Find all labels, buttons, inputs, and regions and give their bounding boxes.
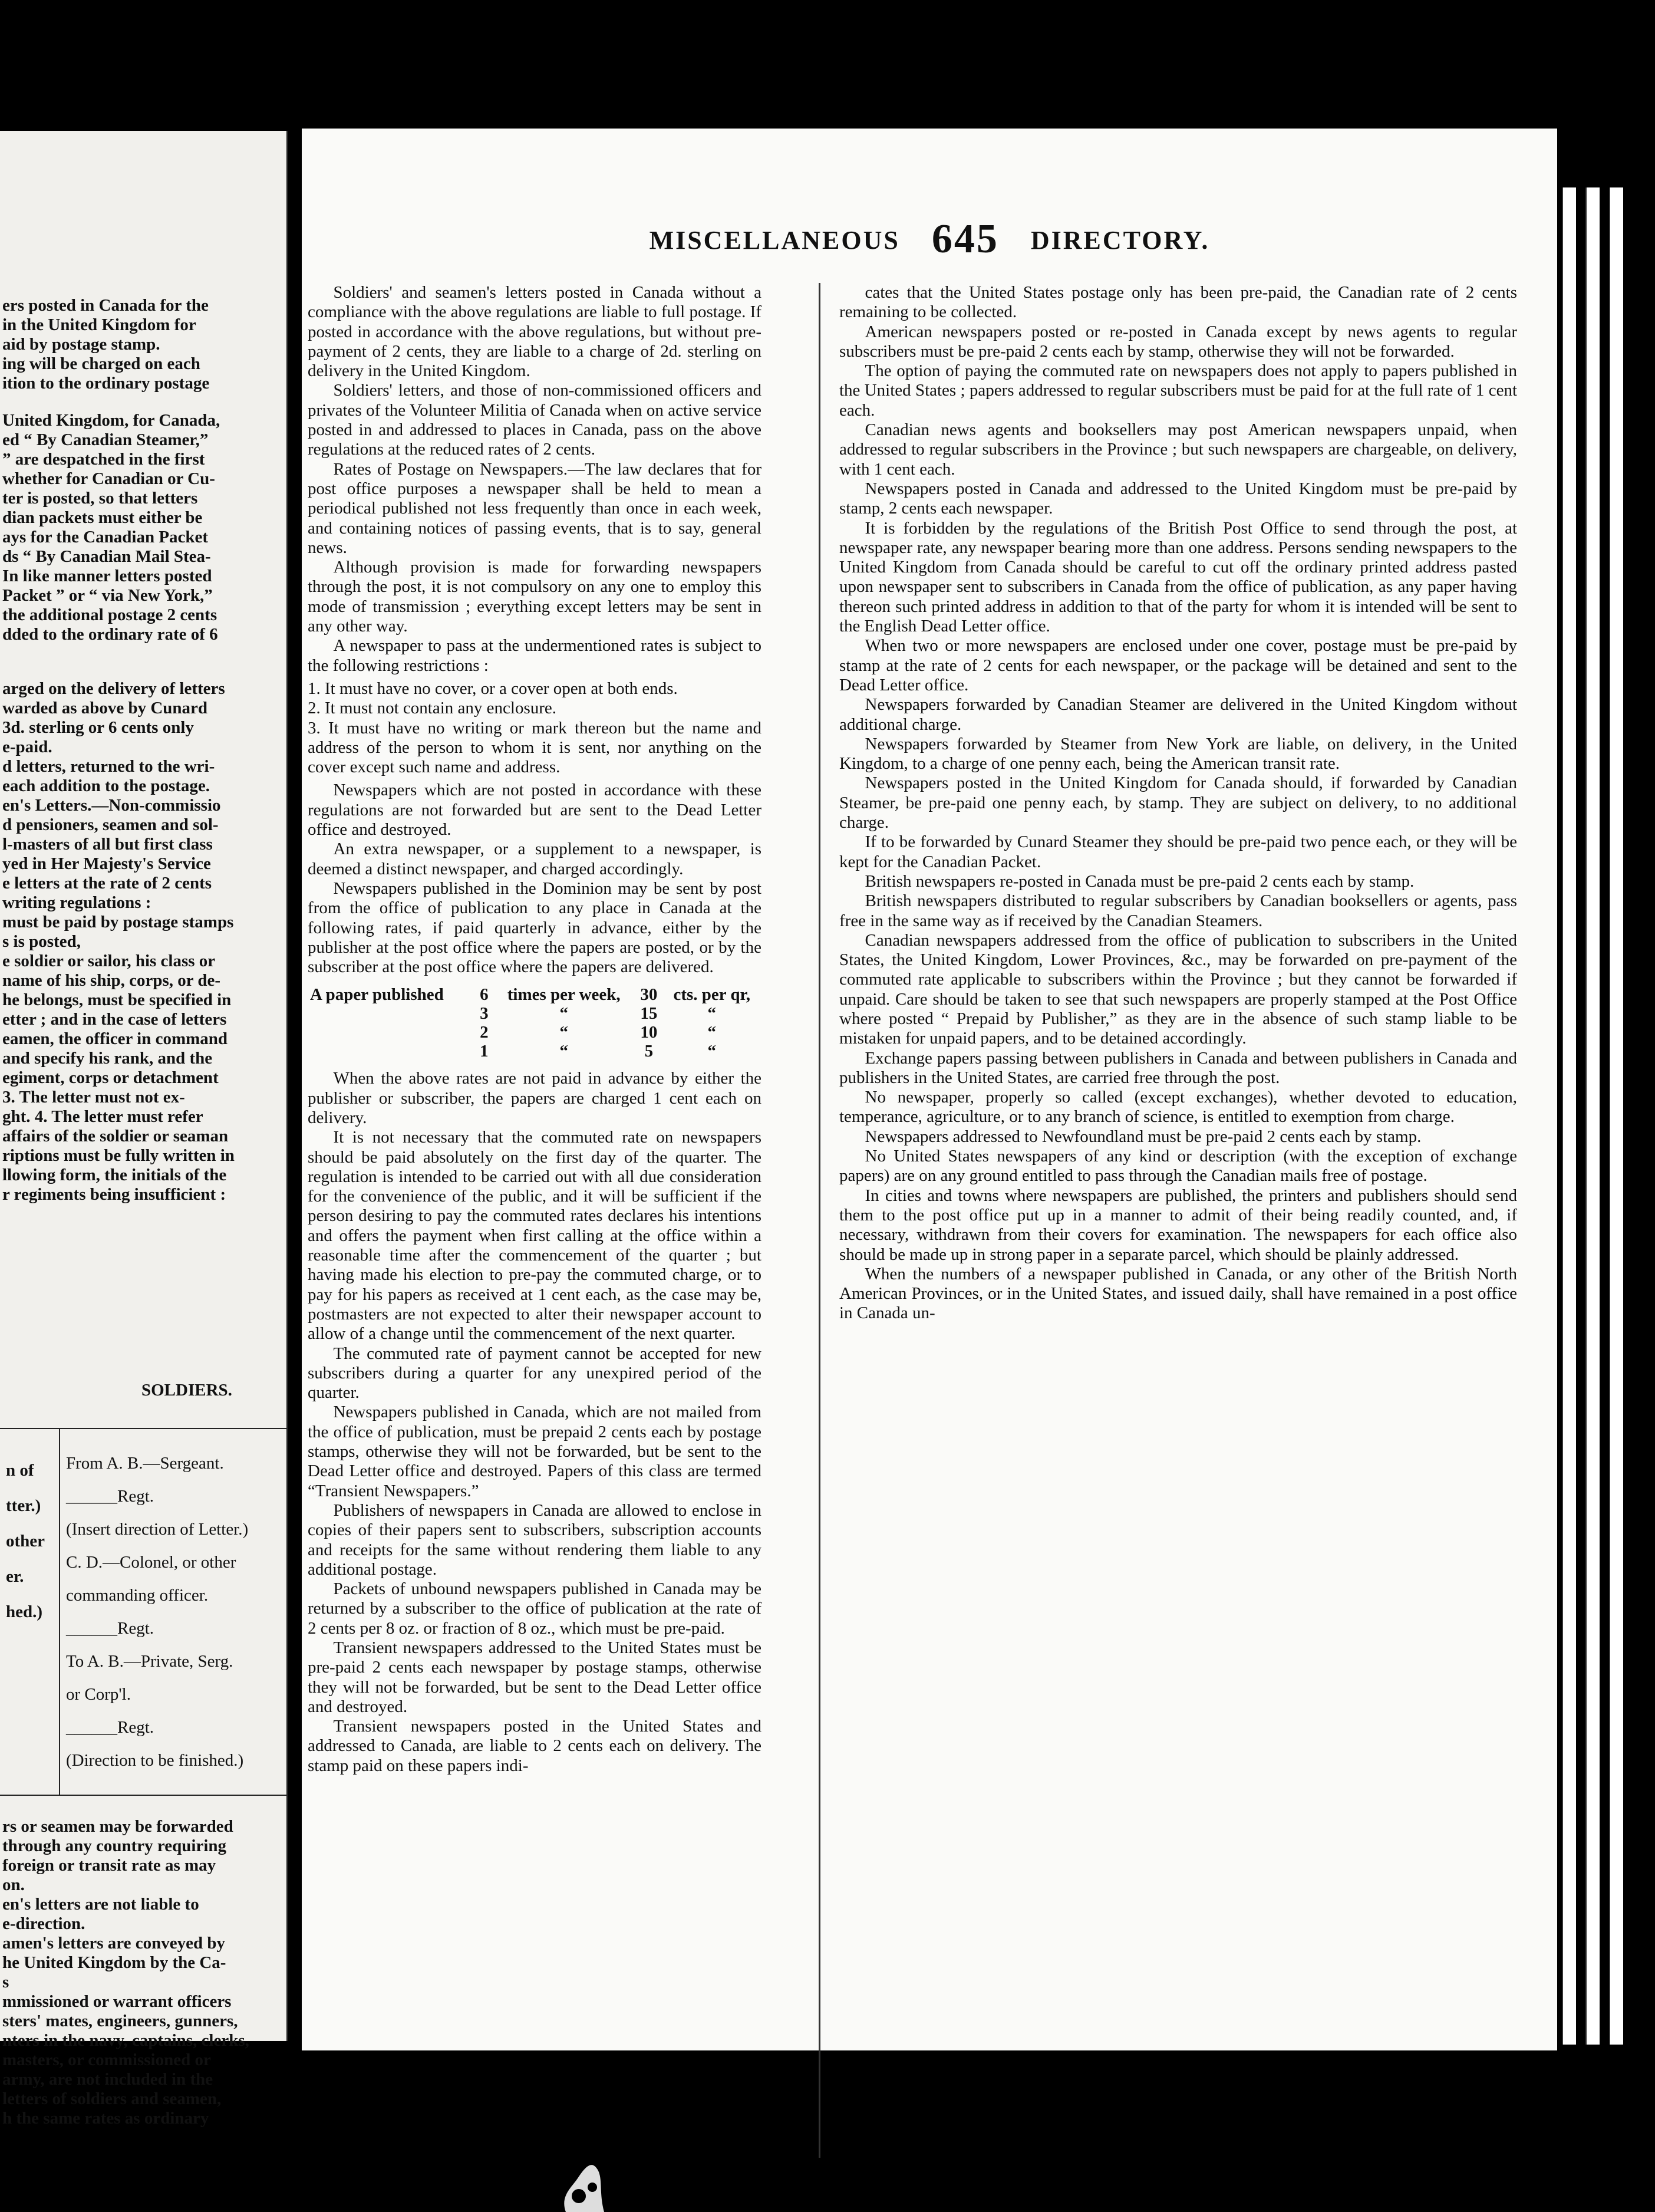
paragraph: When the numbers of a newspaper published in Canada, or any other of the British North American Provinces, or in the United States, and issued daily, shall have remained in a post office in Canada un- xyxy=(839,1264,1517,1323)
soldiers-form-left-labels xyxy=(6,1453,45,1630)
paragraph: Soldiers' and seamen's letters posted in Canada without a compliance with the above regulations are liable to full postage. If posted in accordance with the above regulations, but without pre-payment of 2 cents, they are liable to a charge of 2d. sterling on delivery in the United Kingdom. xyxy=(308,283,761,381)
paragraph: An extra newspaper, or a supplement to a newspaper, is deemed a distinct newspaper, and charged accordingly. xyxy=(308,840,761,878)
paragraph: Newspapers posted in the United Kingdom for Canada should, if forwarded by Canadian Steamer, be pre-paid one penny each, by stamp. They are subject on delivery, to no additional charge. xyxy=(839,773,1517,832)
left-page-line: must be paid by postage stamps xyxy=(2,913,234,931)
right-column xyxy=(839,283,1517,1324)
paragraph: Newspapers published in the Dominion may be sent by post from the office of publication to any place in Canada at the following rates, if paid quarterly in advance, either by the publisher at the post office where the papers are posted, or by the subscriber at the post office where the papers are delivered. xyxy=(308,878,761,977)
rate-cell: “ xyxy=(559,1042,568,1061)
left-page-line: d pensioners, seamen and sol- xyxy=(2,815,219,834)
paragraph: It is forbidden by the regulations of the British Post Office to send through the post, at newspaper rate, any newspaper bearing more than one address. Persons sending newspapers to the United Kingdom from Canada should be careful to cut off the ordinary printed address pasted upon newspaper sent to subscribers in Canada from the office of publication, as any paper having thereon such printed address in addition to that of the party for whom it is intended will be sent to the English Dead Letter office. xyxy=(839,518,1517,636)
left-page-line: name of his ship, corps, or de- xyxy=(2,971,221,990)
form-entry-line: commanding officer. xyxy=(66,1586,209,1605)
restriction-item: 3. It must have no writing or mark thereon but the name and address of the person to whom it is sent, nor anything on the cover except such name and address. xyxy=(308,718,761,777)
rate-cell xyxy=(308,1023,476,1042)
header-right: DIRECTORY. xyxy=(1030,226,1210,255)
left-page-line: ers posted in Canada for the xyxy=(2,296,209,315)
left-page-line: 3. The letter must not ex- xyxy=(2,1088,185,1107)
paragraph: The commuted rate of payment cannot be accepted for new subscribers during a quarter for any unexpired period of the quarter. xyxy=(308,1344,761,1403)
left-page-line: and specify his rank, and the xyxy=(2,1049,213,1068)
left-page-line: on. xyxy=(2,1875,25,1894)
col2-paragraphs xyxy=(839,283,1517,1324)
left-page-line: ds “ By Canadian Mail Stea- xyxy=(2,547,211,566)
paragraph: Newspapers posted in Canada and addressed to the United Kingdom must be pre-paid by stamp, 2 cents each newspaper. xyxy=(839,479,1517,518)
left-page-line: foreign or transit rate as may xyxy=(2,1856,216,1875)
rate-cell: “ xyxy=(707,1042,716,1061)
left-page-line: ition to the ordinary postage xyxy=(2,374,210,393)
rate-cell: 3 xyxy=(480,1004,489,1023)
left-page-line: arged on the delivery of letters xyxy=(2,679,225,698)
rate-cell: “ xyxy=(559,1023,568,1042)
rate-cell: “ xyxy=(707,1023,716,1042)
left-page-line: affairs of the soldier or seaman xyxy=(2,1127,229,1146)
form-entry-line: ______Regt. xyxy=(66,1487,154,1506)
rate-cell xyxy=(308,1042,476,1061)
restriction-item: 1. It must have no cover, or a cover open at both ends. xyxy=(308,679,678,698)
paragraph: Newspapers which are not posted in accordance with these regulations are not forwarded but are sent to the Dead Letter office and destroyed. xyxy=(308,781,761,840)
left-page-line: 3d. sterling or 6 cents only xyxy=(2,718,194,737)
left-page-line: rs or seamen may be forwarded xyxy=(2,1817,233,1836)
left-page-line: the additional postage 2 cents xyxy=(2,605,217,624)
rate-row xyxy=(308,1004,761,1023)
left-page-line: Packet ” or “ via New York,” xyxy=(2,586,213,605)
left-page-line: United Kingdom, for Canada, xyxy=(2,411,220,430)
page-number: 645 xyxy=(931,216,999,262)
paragraph: Transient newspapers addressed to the United States must be pre-paid 2 cents each newspaper by postage stamps, otherwise they will not be forwarded, but be sent to the Dead Letter office and destroyed. xyxy=(308,1638,761,1716)
left-page-text-block-d xyxy=(2,1817,249,2128)
form-entry-line: (Insert direction of Letter.) xyxy=(66,1520,249,1539)
rate-cell xyxy=(308,1004,476,1023)
left-page-line: en's letters are not liable to xyxy=(2,1895,199,1914)
left-page-text-block-b xyxy=(2,411,220,644)
rate-cell: “ xyxy=(559,1004,568,1023)
paragraph: A newspaper to pass at the undermentioned rates is subject to the following restrictions : xyxy=(308,636,761,675)
left-page-line: eamen, the officer in command xyxy=(2,1029,228,1048)
newspaper-rate-table xyxy=(308,985,761,1061)
left-page-line: d letters, returned to the wri- xyxy=(2,757,215,776)
form-left-label: tter.) xyxy=(6,1496,41,1515)
paragraph: British newspapers distributed to regular subscribers by Canadian booksellers or agents, pass free in the same way as if received by the Canadian Steamers. xyxy=(839,891,1517,930)
left-page-line: etter ; and in the case of letters xyxy=(2,1010,227,1029)
paragraph: It is not necessary that the commuted rate on newspapers should be paid absolutely on the first day of the quarter. The regulation is intended to be carried out with all due consideration for the convenience of the public, and it will be sufficient if the person desiring to pay the commuted rates declares his intentions and offers the payment when first calling at the office within a reasonable time after the commencement of the quarter ; but having made his election to pre-pay the commuted charge, or to pay for his papers as received at 1 cent each, as the case may be, postmasters are not expected to alter their newspaper account to allow of a change until the commencement of the next quarter. xyxy=(308,1128,761,1344)
rate-row xyxy=(308,985,761,1004)
left-page-line: e letters at the rate of 2 cents xyxy=(2,874,212,893)
paragraph: American newspapers posted or re-posted in Canada except by news agents to regular subscribers must be pre-paid 2 cents each by stamp, otherwise they will not be forwarded. xyxy=(839,322,1517,361)
rate-cell: 2 xyxy=(480,1023,489,1042)
form-entry-line: or Corp'l. xyxy=(66,1685,131,1704)
left-page-line: mmissioned or warrant officers xyxy=(2,1992,232,2011)
left-page-line: l-masters of all but first class xyxy=(2,835,213,854)
form-left-label: hed.) xyxy=(6,1602,43,1621)
paragraph: Transient newspapers posted in the United States and addressed to Canada, are liable to 2 cents each on delivery. The stamp paid on these papers indi- xyxy=(308,1717,761,1775)
left-page-line: ed “ By Canadian Steamer,” xyxy=(2,430,209,449)
left-page-line: ing will be charged on each xyxy=(2,354,200,373)
paragraph: Publishers of newspapers in Canada are allowed to enclose in copies of their papers sent to subscribers, subscription accounts and receipts for the same without rendering them liable to any additional postage. xyxy=(308,1500,761,1579)
left-page-line: r regiments being insufficient : xyxy=(2,1185,226,1204)
paragraph: The option of paying the commuted rate on newspapers does not apply to papers published in the United States ; papers addressed to regular subscribers must be paid for at the full rate of 1 cent each. xyxy=(839,361,1517,420)
paragraph: Soldiers' letters, and those of non-commissioned officers and privates of the Volunteer Militia of Canada when on active service posted in and addressed to places in Canada, pass on the above regulations at the reduced rates of 2 cents. xyxy=(308,381,761,459)
form-entry-line: From A. B.—Sergeant. xyxy=(66,1454,224,1473)
rate-cell: 30 xyxy=(640,985,658,1005)
left-page-line: ght. 4. The letter must refer xyxy=(2,1107,203,1126)
rate-cell: 1 xyxy=(480,1042,489,1061)
soldiers-form-title: SOLDIERS. xyxy=(141,1381,232,1400)
left-page-line: s xyxy=(2,1973,9,1992)
form-left-label: other xyxy=(6,1532,45,1551)
left-page-line: army, are not included in the xyxy=(2,2070,213,2089)
left-page-line: dded to the ordinary rate of 6 xyxy=(2,625,218,644)
left-page-line: writing regulations : xyxy=(2,893,151,912)
rate-cell: A paper published xyxy=(310,985,444,1005)
header-left: MISCELLANEOUS xyxy=(649,226,900,255)
paragraph: Rates of Postage on Newspapers.—The law declares that for post office purposes a newspaper shall be held to mean a periodical published not less frequently than once in each week, and containing notices of passing events, that is to say, general news. xyxy=(308,459,761,557)
form-entry-line: (Direction to be finished.) xyxy=(66,1751,244,1770)
soldiers-form-entries xyxy=(66,1447,248,1777)
left-page-text-block-a xyxy=(2,296,209,393)
left-page-line: he United Kingdom by the Ca- xyxy=(2,1953,226,1972)
left-facing-page xyxy=(0,131,288,2128)
paragraph: Canadian newspapers addressed from the office of publication to subscribers in the United States, the United Kingdom, Lower Provinces, &c., may be forwarded on pre-payment of the commuted rate applicable to subscribers within the Province ; but they cannot be forwarded if unpaid. Care should be taken to see that such newspapers are properly stamped at the Post Office where posted “ Prepaid by Publisher,” as they are in the absence of such stamp liable to be mistaken for unpaid papers, and to be detained accordingly. xyxy=(839,930,1517,1048)
left-page-line: egiment, corps or detachment xyxy=(2,1068,219,1087)
col1-middle-paragraphs xyxy=(308,781,761,977)
page-edge-stripe xyxy=(1585,187,1600,2045)
rate-cell: 10 xyxy=(640,1023,658,1042)
paragraph: Canadian news agents and booksellers may post American newspapers unpaid, when addressed to regular subscribers in the Province ; but such newspapers are chargeable, on delivery, with 1 cent each. xyxy=(839,420,1517,479)
left-page-line: ays for the Canadian Packet xyxy=(2,528,209,547)
paragraph: When the above rates are not paid in advance by either the publisher or subscriber, the papers are charged 1 cent each on delivery. xyxy=(308,1069,761,1127)
left-page-line: yed in Her Majesty's Service xyxy=(2,854,211,873)
rate-row xyxy=(308,1042,761,1061)
restriction-item: 2. It must not contain any enclosure. xyxy=(308,699,557,718)
rate-cell: 6 xyxy=(480,985,489,1005)
left-page-line: masters, or commissioned or xyxy=(2,2050,211,2069)
left-page-line: s is posted, xyxy=(2,932,81,951)
rate-cell: times per week, xyxy=(507,985,621,1005)
paragraph: No newspaper, properly so called (except exchanges), whether devoted to education, temperance, agriculture, or to any branch of science, is entitled to exemption from charge. xyxy=(839,1088,1517,1127)
form-entry-line: ______Regt. xyxy=(66,1619,154,1638)
paragraph: Newspapers forwarded by Steamer from New York are liable, on delivery, in the United Kingdom, to a charge of one penny each, being the American transit rate. xyxy=(839,734,1517,773)
left-page-line: e-paid. xyxy=(2,738,52,756)
form-entry-line: C. D.—Colonel, or other xyxy=(66,1553,236,1572)
left-page-line: In like manner letters posted xyxy=(2,567,212,585)
left-page-line: ” are despatched in the first xyxy=(2,450,205,469)
paragraph: Although provision is made for forwarding newspapers through the post, it is not compulsory on any one to employ this mode of transmission ; everything except letters may be sent in any other way. xyxy=(308,558,761,636)
column-divider xyxy=(819,283,820,2158)
newspaper-restrictions xyxy=(308,679,761,777)
rate-cell: 5 xyxy=(644,1042,654,1061)
left-page-line: dian packets must either be xyxy=(2,508,203,527)
page-header xyxy=(302,216,1557,263)
left-page-line: he belongs, must be specified in xyxy=(2,990,232,1009)
left-page-line: nters in the navy, captains, clerks, xyxy=(2,2031,249,2050)
col1-intro-paragraphs xyxy=(308,283,761,676)
form-entry-line: ______Regt. xyxy=(66,1718,154,1737)
left-page-line: in the United Kingdom for xyxy=(2,315,196,334)
soldiers-address-form xyxy=(0,1428,286,1796)
left-page-line: letters of soldiers and seamen, xyxy=(2,2089,222,2108)
left-page-line: whether for Canadian or Cu- xyxy=(2,469,215,488)
page-edge-stripe xyxy=(1562,187,1576,2045)
paragraph: No United States newspapers of any kind or description (with the exception of exchange papers) are on any ground entitled to pass through the Canadian mails free of postage. xyxy=(839,1147,1517,1186)
paragraph: Exchange papers passing between publishers in Canada and between publishers in Canada and publishers in the United States, are carried free through the post. xyxy=(839,1048,1517,1087)
form-left-label: er. xyxy=(6,1567,24,1586)
left-page-line: h the same rates as ordinary xyxy=(2,2109,209,2128)
paragraph: Newspapers published in Canada, which are not mailed from the office of publication, must be prepaid 2 cents each by postage stamps, otherwise they will not be forwarded, but be sent to the Dead Letter office and destroyed. Papers of this class are termed “Transient Newspapers.” xyxy=(308,1403,761,1500)
left-page-text-block-c xyxy=(2,679,235,1204)
directory-page xyxy=(302,129,1557,2050)
left-page-line: e soldier or sailor, his class or xyxy=(2,952,216,970)
left-page-line: each addition to the postage. xyxy=(2,776,210,795)
left-page-line: riptions must be fully written in xyxy=(2,1146,235,1165)
left-page-line: aid by postage stamp. xyxy=(2,335,160,354)
rate-cell: 15 xyxy=(640,1004,658,1023)
rate-cell: “ xyxy=(707,1004,716,1023)
page-edge-stripe xyxy=(1609,187,1623,2045)
left-page-line: amen's letters are conveyed by xyxy=(2,1934,225,1953)
left-page-line: llowing form, the initials of the xyxy=(2,1166,227,1184)
left-page-line: warded as above by Cunard xyxy=(2,699,208,717)
left-page-line: sters' mates, engineers, gunners, xyxy=(2,2012,238,2030)
paragraph: Packets of unbound newspapers published in Canada may be returned by a subscriber to the office of publication at the rate of 2 cents per 8 oz. or fraction of 8 oz., which must be pre-paid. xyxy=(308,1579,761,1638)
left-page-line: ter is posted, so that letters xyxy=(2,489,198,508)
left-column xyxy=(308,283,761,1776)
left-page-line: en's Letters.—Non-commissio xyxy=(2,796,221,815)
paragraph: British newspapers re-posted in Canada must be pre-paid 2 cents each by stamp. xyxy=(865,871,1415,891)
paragraph: In cities and towns where newspapers are published, the printers and publishers should send them to the post office put up in a manner to admit of their being readily counted, and, if necessary, withdrawn from their covers for examination. The newspapers for each office also should be made up in strong paper in a separate parcel, which should be plainly addressed. xyxy=(839,1186,1517,1264)
paragraph: If to be forwarded by Cunard Steamer they should be pre-paid two pence each, or they will be kept for the Canadian Packet. xyxy=(839,832,1517,871)
rate-row xyxy=(308,1023,761,1042)
paragraph: Newspapers forwarded by Canadian Steamer are delivered in the United Kingdom without additional charge. xyxy=(839,695,1517,734)
col1-remaining-paragraphs xyxy=(308,1069,761,1776)
paragraph: Newspapers addressed to Newfoundland must be pre-paid 2 cents each by stamp. xyxy=(865,1127,1422,1146)
left-page-line: through any country requiring xyxy=(2,1836,227,1855)
form-entry-line: To A. B.—Private, Serg. xyxy=(66,1652,233,1671)
paragraph: When two or more newspapers are enclosed under one cover, postage must be pre-paid by stamp at the rate of 2 cents for each newspaper, or the package will be detained and sent to the Dead Letter office. xyxy=(839,636,1517,694)
paragraph: cates that the United States postage only has been pre-paid, the Canadian rate of 2 cents remaining to be collected. xyxy=(839,283,1517,322)
form-left-label: n of xyxy=(6,1461,34,1480)
ink-blot-mark xyxy=(548,2155,613,2212)
left-page-line: e-direction. xyxy=(2,1914,85,1933)
rate-cell: cts. per qr, xyxy=(673,985,750,1005)
